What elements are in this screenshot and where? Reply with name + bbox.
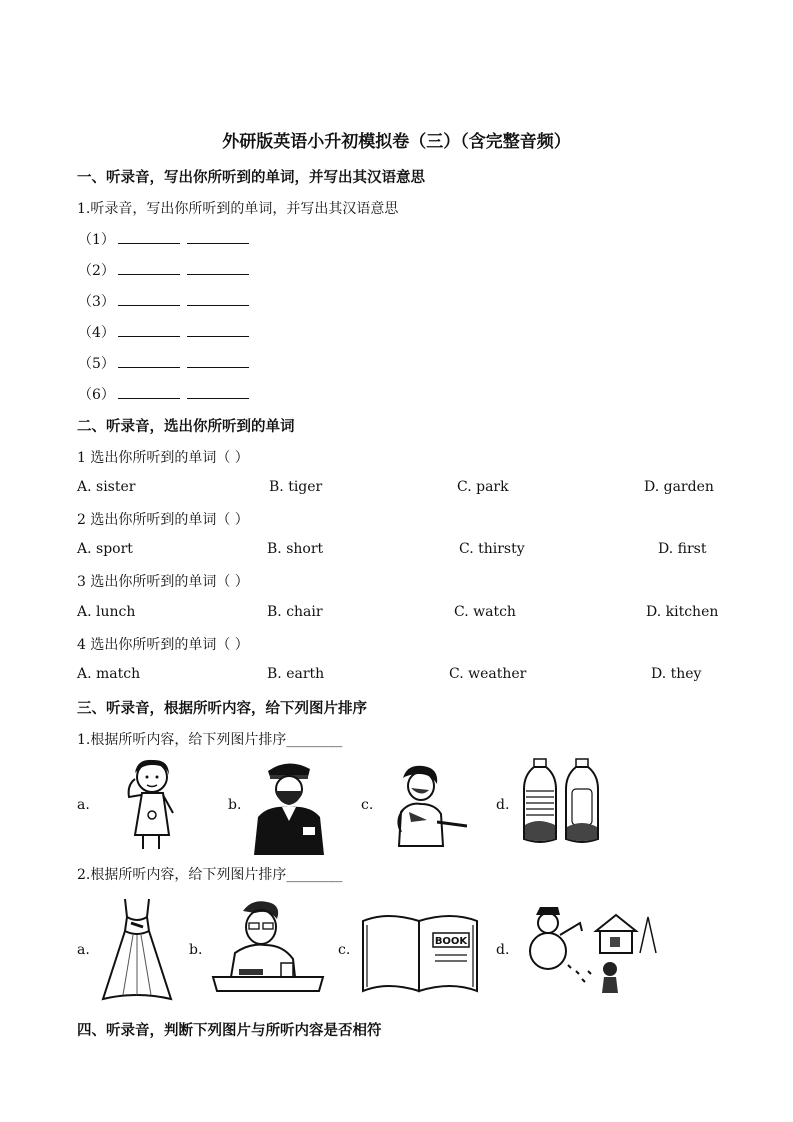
section-3-heading: 三、听录音，根据所听内容，给下列图片排序	[77, 700, 367, 717]
section-2-heading: 二、听录音，选出你所听到的单词	[77, 418, 295, 435]
item-number: （1）	[78, 232, 115, 248]
option-b[interactable]: B. short	[267, 541, 324, 557]
option-b[interactable]: B. tiger	[269, 479, 323, 495]
option-d[interactable]: D. kitchen	[646, 604, 719, 620]
blank-meaning[interactable]	[187, 386, 249, 399]
question-stem: 1 选出你所听到的单词（ ）	[77, 450, 249, 466]
book-cover-text: BOOK	[434, 936, 468, 947]
dress-image	[97, 895, 177, 1003]
option-a[interactable]: A. sport	[77, 541, 133, 557]
answer-line-3	[78, 291, 249, 311]
option-a[interactable]: A. lunch	[77, 604, 136, 620]
item-number: （3）	[78, 294, 115, 310]
picture-label-a: a.	[77, 942, 90, 958]
section-1-question: 1.听录音，写出你所听到的单词，并写出其汉语意思	[77, 201, 399, 217]
picture-label-c: c.	[338, 942, 351, 958]
picture-label-b: b.	[228, 797, 242, 813]
answer-line-1	[78, 229, 249, 249]
question-stem: 3 选出你所听到的单词（ ）	[77, 574, 249, 590]
picture-label-b: b.	[189, 942, 203, 958]
picture-label-d: d.	[496, 942, 510, 958]
blank-word[interactable]	[118, 293, 180, 306]
girl-thinking-image	[97, 755, 205, 853]
blank-word[interactable]	[118, 231, 180, 244]
option-b[interactable]: B. earth	[267, 666, 325, 682]
blank-word[interactable]	[118, 386, 180, 399]
section-3-question-2: 2.根据所听内容，给下列图片排序________	[77, 867, 343, 883]
man-at-table-image	[209, 897, 327, 997]
section-4-heading: 四、听录音，判断下列图片与所听内容是否相符	[77, 1022, 382, 1039]
option-d[interactable]: D. first	[658, 541, 707, 557]
answer-line-5	[78, 353, 249, 373]
blank-meaning[interactable]	[187, 324, 249, 337]
option-c[interactable]: C. park	[457, 479, 509, 495]
section-3-question-1: 1.根据所听内容，给下列图片排序________	[77, 732, 343, 748]
option-c[interactable]: C. weather	[449, 666, 527, 682]
item-number: （6）	[78, 387, 115, 403]
blank-word[interactable]	[118, 262, 180, 275]
blank-meaning[interactable]	[187, 293, 249, 306]
option-a[interactable]: A. sister	[77, 479, 136, 495]
blank-meaning[interactable]	[187, 262, 249, 275]
option-a[interactable]: A. match	[77, 666, 141, 682]
page-title: 外研版英语小升初模拟卷（三）（含完整音频）	[222, 132, 571, 152]
bottles-image	[518, 757, 608, 847]
option-c[interactable]: C. watch	[454, 604, 516, 620]
option-d[interactable]: D. they	[651, 666, 702, 682]
section-1-heading: 一、听录音，写出你所听到的单词，并写出其汉语意思	[77, 169, 425, 186]
picture-label-c: c.	[361, 797, 374, 813]
answer-line-2	[78, 260, 249, 280]
blank-word[interactable]	[118, 324, 180, 337]
item-number: （2）	[78, 263, 115, 279]
question-stem: 2 选出你所听到的单词（ ）	[77, 512, 249, 528]
blank-meaning[interactable]	[187, 231, 249, 244]
option-d[interactable]: D. garden	[644, 479, 714, 495]
blank-meaning[interactable]	[187, 355, 249, 368]
picture-label-d: d.	[496, 797, 510, 813]
answer-line-6	[78, 384, 249, 404]
answer-line-4	[78, 322, 249, 342]
book-image	[357, 907, 483, 993]
option-b[interactable]: B. chair	[267, 604, 323, 620]
police-officer-image	[248, 755, 328, 855]
question-stem: 4 选出你所听到的单词（ ）	[77, 637, 249, 653]
item-number: （4）	[78, 325, 115, 341]
winter-snowman-image	[518, 905, 658, 995]
picture-label-a: a.	[77, 797, 90, 813]
coughing-person-image	[381, 760, 473, 848]
option-c[interactable]: C. thirsty	[459, 541, 525, 557]
blank-word[interactable]	[118, 355, 180, 368]
item-number: （5）	[78, 356, 115, 372]
